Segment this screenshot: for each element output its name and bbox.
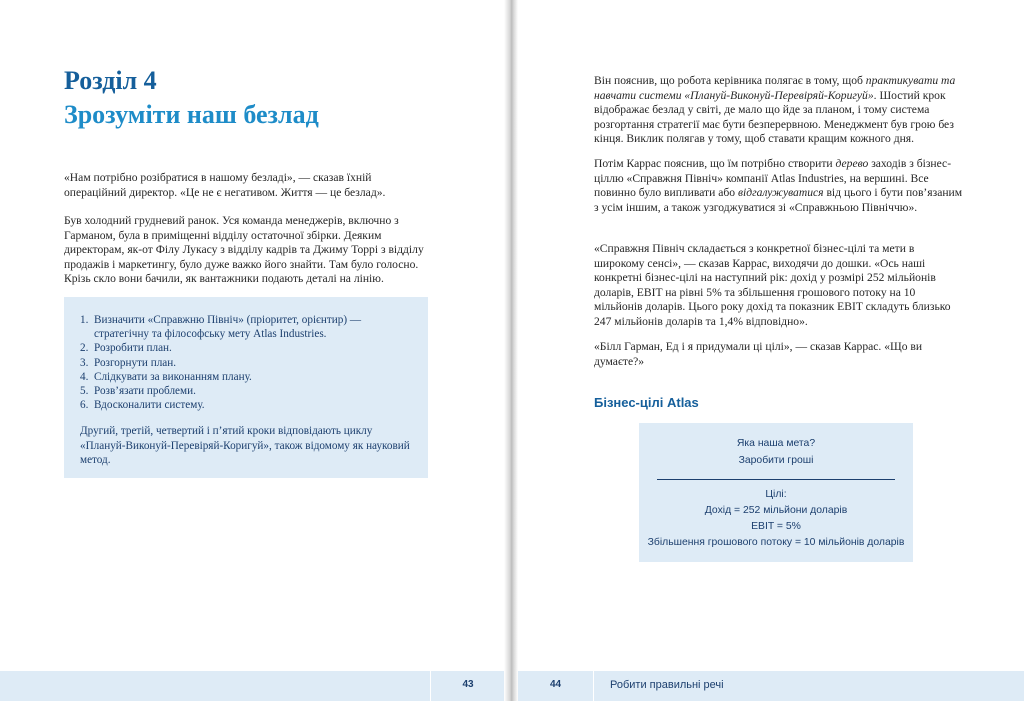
- paragraph: «Нам потрібно розібратися в нашому безладі», — сказав їхній операційний директор. «Це не є негативом. Життя — це безлад».: [64, 171, 386, 199]
- list-item: [80, 341, 410, 355]
- steps-list: [80, 313, 410, 412]
- steps-note: Другий, третій, четвертий і п’ятий кроки відповідають циклу «Плануй-Виконуй-Перевіряй-Коригуй», також відомому як науковий метод.: [80, 425, 410, 466]
- step-text: Розгорнути план.: [94, 356, 177, 369]
- paragraph: [594, 74, 964, 147]
- page-number: 44: [549, 679, 562, 690]
- list-item: [80, 370, 410, 384]
- step-text: Вдосконалити систему.: [94, 399, 205, 412]
- emphasis-text: практикувати та навчати системи «Плануй-Виконуй-Перевіряй-Коригуй»: [594, 74, 956, 102]
- page-number: 43: [462, 679, 474, 690]
- emphasis-text: відгалужуватися: [737, 186, 824, 199]
- paragraph: Був холодний грудневий ранок. Уся команда менеджерів, включно з Гарманом, була в приміщенні відділу остаточної збірки. Деяким директорам, як-от Філу Лукасу з відділу кадрів та Джиму Торрі з відділу продажів і маркетингу, було дуже важко його знайти. Там було голосно. Крізь скло вони бачили, як вантажники подають деталі на лінію.: [64, 214, 424, 285]
- goal-item: Дохід = 252 мільйони доларів: [704, 505, 848, 516]
- goal-answer: Заробити гроші: [738, 455, 814, 466]
- step-number: 1.: [80, 314, 89, 326]
- chapter-number: Розділ 4: [64, 66, 157, 95]
- step-text: Розробити план.: [94, 342, 172, 355]
- text-run: Він пояснив, що робота керівника полягає в тому, щоб: [594, 74, 866, 87]
- page-number-cell: [518, 671, 594, 701]
- running-title: Робити правильні речі: [610, 679, 724, 691]
- text-run: . Шостий крок відображає безлад у світі, де мало що йде за планом, і тому система розгортання стратегії має бути безперервною. Менеджмент був грою без кінця. Виклик полягав у тому, щоб ставати кращим кожного дня.: [594, 88, 954, 145]
- chapter-title: Зрозуміти наш безлад: [64, 100, 319, 129]
- text-run: заходів з бізнес-ціллю «Справжня Північ» компанії Atlas Industries, на вершині. Все повинно було випливати або: [594, 157, 952, 199]
- paragraph: «Справжня Північ складається з конкретної бізнес-цілі та мети в широкому сенсі», — сказав Каррас, виходячи до дошки. «Ось наші конкретні бізнес-цілі на наступний рік: дохід у розмірі 252 мільйонів доларів, EBIT на рівні 5% та збільшення грошового потоку на 10 мільйонів доларів. Цього року дохід та показник EBIT складуть близько 247 мільйонів доларів та 1,4% відповідно».: [594, 242, 951, 328]
- goal-item: Збільшення грошового потоку = 10 мільйонів доларів: [647, 537, 905, 548]
- emphasis-text: дерево: [835, 157, 869, 170]
- right-page: [518, 0, 1024, 701]
- page-number-cell: [430, 671, 505, 701]
- goal-item: EBIT = 5%: [751, 521, 801, 532]
- section-heading: Бізнес-цілі Atlas: [594, 395, 699, 410]
- left-page: [0, 0, 504, 701]
- right-footer: [518, 671, 1024, 701]
- left-footer: [0, 671, 504, 701]
- goal-question: Яка наша мета?: [736, 438, 816, 449]
- book-gutter: [504, 0, 518, 701]
- step-number: 2.: [80, 342, 89, 355]
- steps-box: [64, 297, 428, 478]
- step-text: Розв’язати проблеми.: [94, 385, 196, 398]
- step-text: Визначити «Справжню Північ» (пріоритет, орієнтир) — стратегічну та філософську мету Atlas Industries.: [94, 314, 362, 341]
- paragraph: [594, 157, 964, 215]
- divider: [657, 479, 895, 480]
- text-run: від цього і бути пов’язаним з усім іншим, а також узгоджуватися зі «Справжньою Північчю».: [594, 186, 963, 214]
- step-number: 3.: [80, 356, 89, 369]
- text-run: Потім Каррас пояснив, що їм потрібно створити: [594, 157, 836, 170]
- step-number: 4.: [80, 370, 89, 383]
- list-item: [80, 398, 410, 412]
- list-item: [80, 384, 410, 398]
- goals-box: [639, 423, 913, 562]
- paragraph: «Білл Гарман, Ед і я придумали ці цілі», — сказав Каррас. «Що ви думаєте?»: [594, 340, 923, 368]
- list-item: [80, 356, 410, 370]
- step-number: 5.: [80, 385, 89, 398]
- goals-label: Цілі:: [765, 489, 787, 500]
- step-number: 6.: [80, 399, 89, 412]
- list-item: [80, 313, 410, 341]
- step-text: Слідкувати за виконанням плану.: [94, 370, 252, 383]
